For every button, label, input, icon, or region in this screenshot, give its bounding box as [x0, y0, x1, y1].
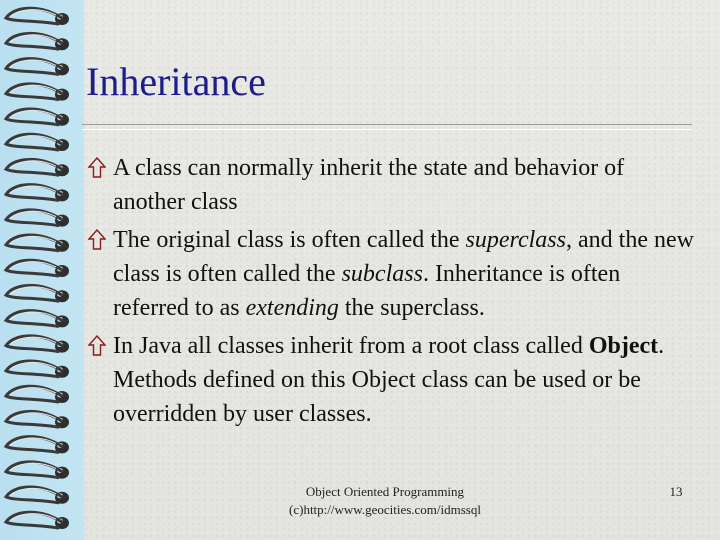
binding-ring: [6, 512, 69, 529]
bullet-list: [88, 151, 698, 435]
title-divider: [82, 124, 692, 130]
binding-ring: [6, 260, 69, 277]
hollow-up-arrow-icon: [88, 335, 106, 357]
slide-footer: [270, 483, 500, 519]
footer-line-1: Object Oriented Programming: [305, 484, 465, 499]
bullet-text: . Inheritance is often referred to as: [113, 261, 621, 321]
footer-line-2: (c)http://www.geocities.com/idmssql: [289, 502, 481, 517]
binding-ring: [6, 462, 69, 479]
binding-ring: [6, 487, 69, 504]
hollow-up-arrow-icon: [88, 157, 106, 179]
binding-ring: [6, 386, 69, 403]
binding-ring: [6, 33, 69, 50]
binding-ring: [6, 311, 69, 328]
hollow-up-arrow-icon: [88, 229, 106, 251]
slide-title: Inheritance: [86, 59, 266, 104]
bullet-text: A class can normally inherit the state and behavior of another class: [113, 155, 625, 215]
bullet-item: [88, 223, 698, 325]
bullet-text: In Java all classes inherit from a root class called: [113, 333, 589, 359]
bullet-item: [88, 329, 698, 431]
binding-ring: [6, 185, 69, 202]
emphasis-text: extending: [245, 295, 339, 321]
binding-ring: [6, 109, 69, 126]
bullet-text: . Methods defined on this Object class can be used or be overridden by user classes.: [113, 333, 665, 427]
binding-ring: [6, 235, 69, 252]
bullet-item: [88, 151, 698, 219]
binding-ring: [6, 411, 69, 428]
binding-ring: [6, 8, 69, 25]
emphasis-text: subclass: [341, 261, 423, 287]
binding-ring: [6, 361, 69, 378]
bullet-text: the superclass.: [338, 295, 485, 321]
binding-ring: [6, 210, 69, 227]
binding-ring: [6, 59, 69, 76]
binding-ring: [6, 437, 69, 454]
binding-ring: [6, 159, 69, 176]
page-number: 13: [669, 484, 683, 499]
emphasis-text: superclass: [465, 227, 566, 253]
binding-ring: [6, 336, 69, 353]
bullet-text: , and the new class is often called the: [113, 227, 694, 287]
spiral-binding: [0, 0, 84, 540]
bullet-text: The original class is often called the: [113, 227, 466, 253]
binding-ring: [6, 134, 69, 151]
binding-ring: [6, 285, 69, 302]
binding-ring: [6, 84, 69, 101]
bold-text: Object: [588, 333, 659, 359]
